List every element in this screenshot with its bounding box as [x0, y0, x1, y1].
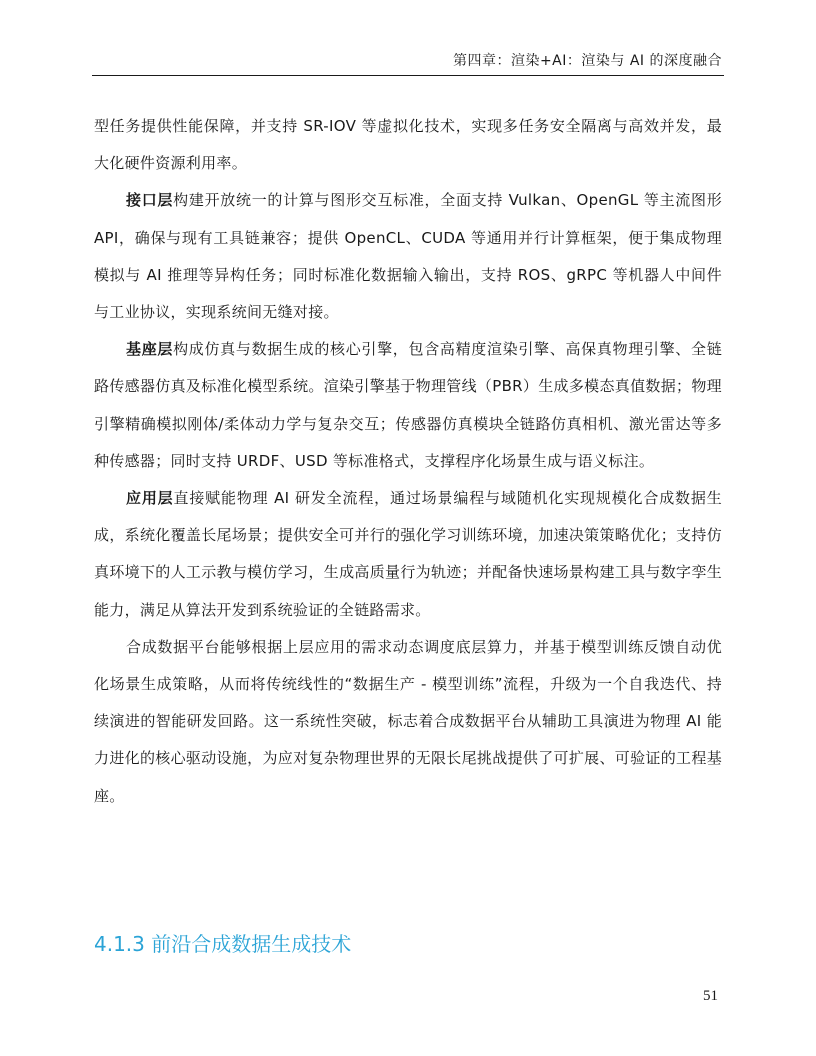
paragraph-lead-term: 应用层	[126, 489, 174, 508]
page-number: 51	[703, 988, 718, 1004]
section-heading: 4.1.3 前沿合成数据生成技术	[94, 932, 352, 956]
running-header: 第四章：渲染+AI：渲染与 AI 的深度融合	[452, 53, 722, 69]
paragraph-text: 直接赋能物理 AI 研发全流程，通过场景编程与域随机化实现规模化合成数据生成，系统化覆盖长尾场景；提供安全可并行的强化学习训练环境，加速决策策略优化；支持仿真环境下的人工示教与模仿学习，生成高质量行为轨迹；并配备快速场景构建工具与数字孪生能力，满足从算法开发到系统验证的全链路需求。	[94, 489, 723, 619]
paragraph-text: 型任务提供性能保障，并支持 SR-IOV 等虚拟化技术，实现多任务安全隔离与高效并发，最大化硬件资源利用率。	[94, 117, 722, 173]
paragraph-continuation	[94, 108, 722, 182]
paragraph-foundation-layer	[94, 331, 722, 480]
paragraph-text: 构成仿真与数据生成的核心引擎，包含高精度渲染引擎、高保真物理引擎、全链路传感器仿真及标准化模型系统。渲染引擎基于物理管线（PBR）生成多模态真值数据；物理引擎精确模拟刚体/柔体动力学与复杂交互；传感器仿真模块全链路仿真相机、激光雷达等多种传感器；同时支持 URDF、USD 等标准格式，支撑程序化场景生成与语义标注。	[94, 340, 722, 470]
header-divider	[92, 75, 724, 76]
paragraph-lead-term: 基座层	[126, 340, 174, 359]
paragraph-summary	[94, 629, 722, 815]
paragraph-interface-layer	[94, 182, 722, 331]
paragraph-text: 构建开放统一的计算与图形交互标准，全面支持 Vulkan、OpenGL 等主流图形 API，确保与现有工具链兼容；提供 OpenCL、CUDA 等通用并行计算框架，便于集成物理模拟与 AI 推理等异构任务；同时标准化数据输入输出，支持 ROS、gRPC 等机器人中间件与工业协议，实现系统间无缝对接。	[94, 191, 722, 322]
paragraph-text: 合成数据平台能够根据上层应用的需求动态调度底层算力，并基于模型训练反馈自动优化场景生成策略，从而将传统线性的“数据生产 - 模型训练”流程，升级为一个自我迭代、持续演进的智能研发回路。这一系统性突破，标志着合成数据平台从辅助工具演进为物理 AI 能力进化的核心驱动设施，为应对复杂物理世界的无限长尾挑战提供了可扩展、可验证的工程基座。	[94, 637, 722, 805]
paragraph-application-layer	[94, 480, 722, 629]
body-text	[94, 108, 722, 815]
paragraph-lead-term: 接口层	[126, 191, 174, 210]
